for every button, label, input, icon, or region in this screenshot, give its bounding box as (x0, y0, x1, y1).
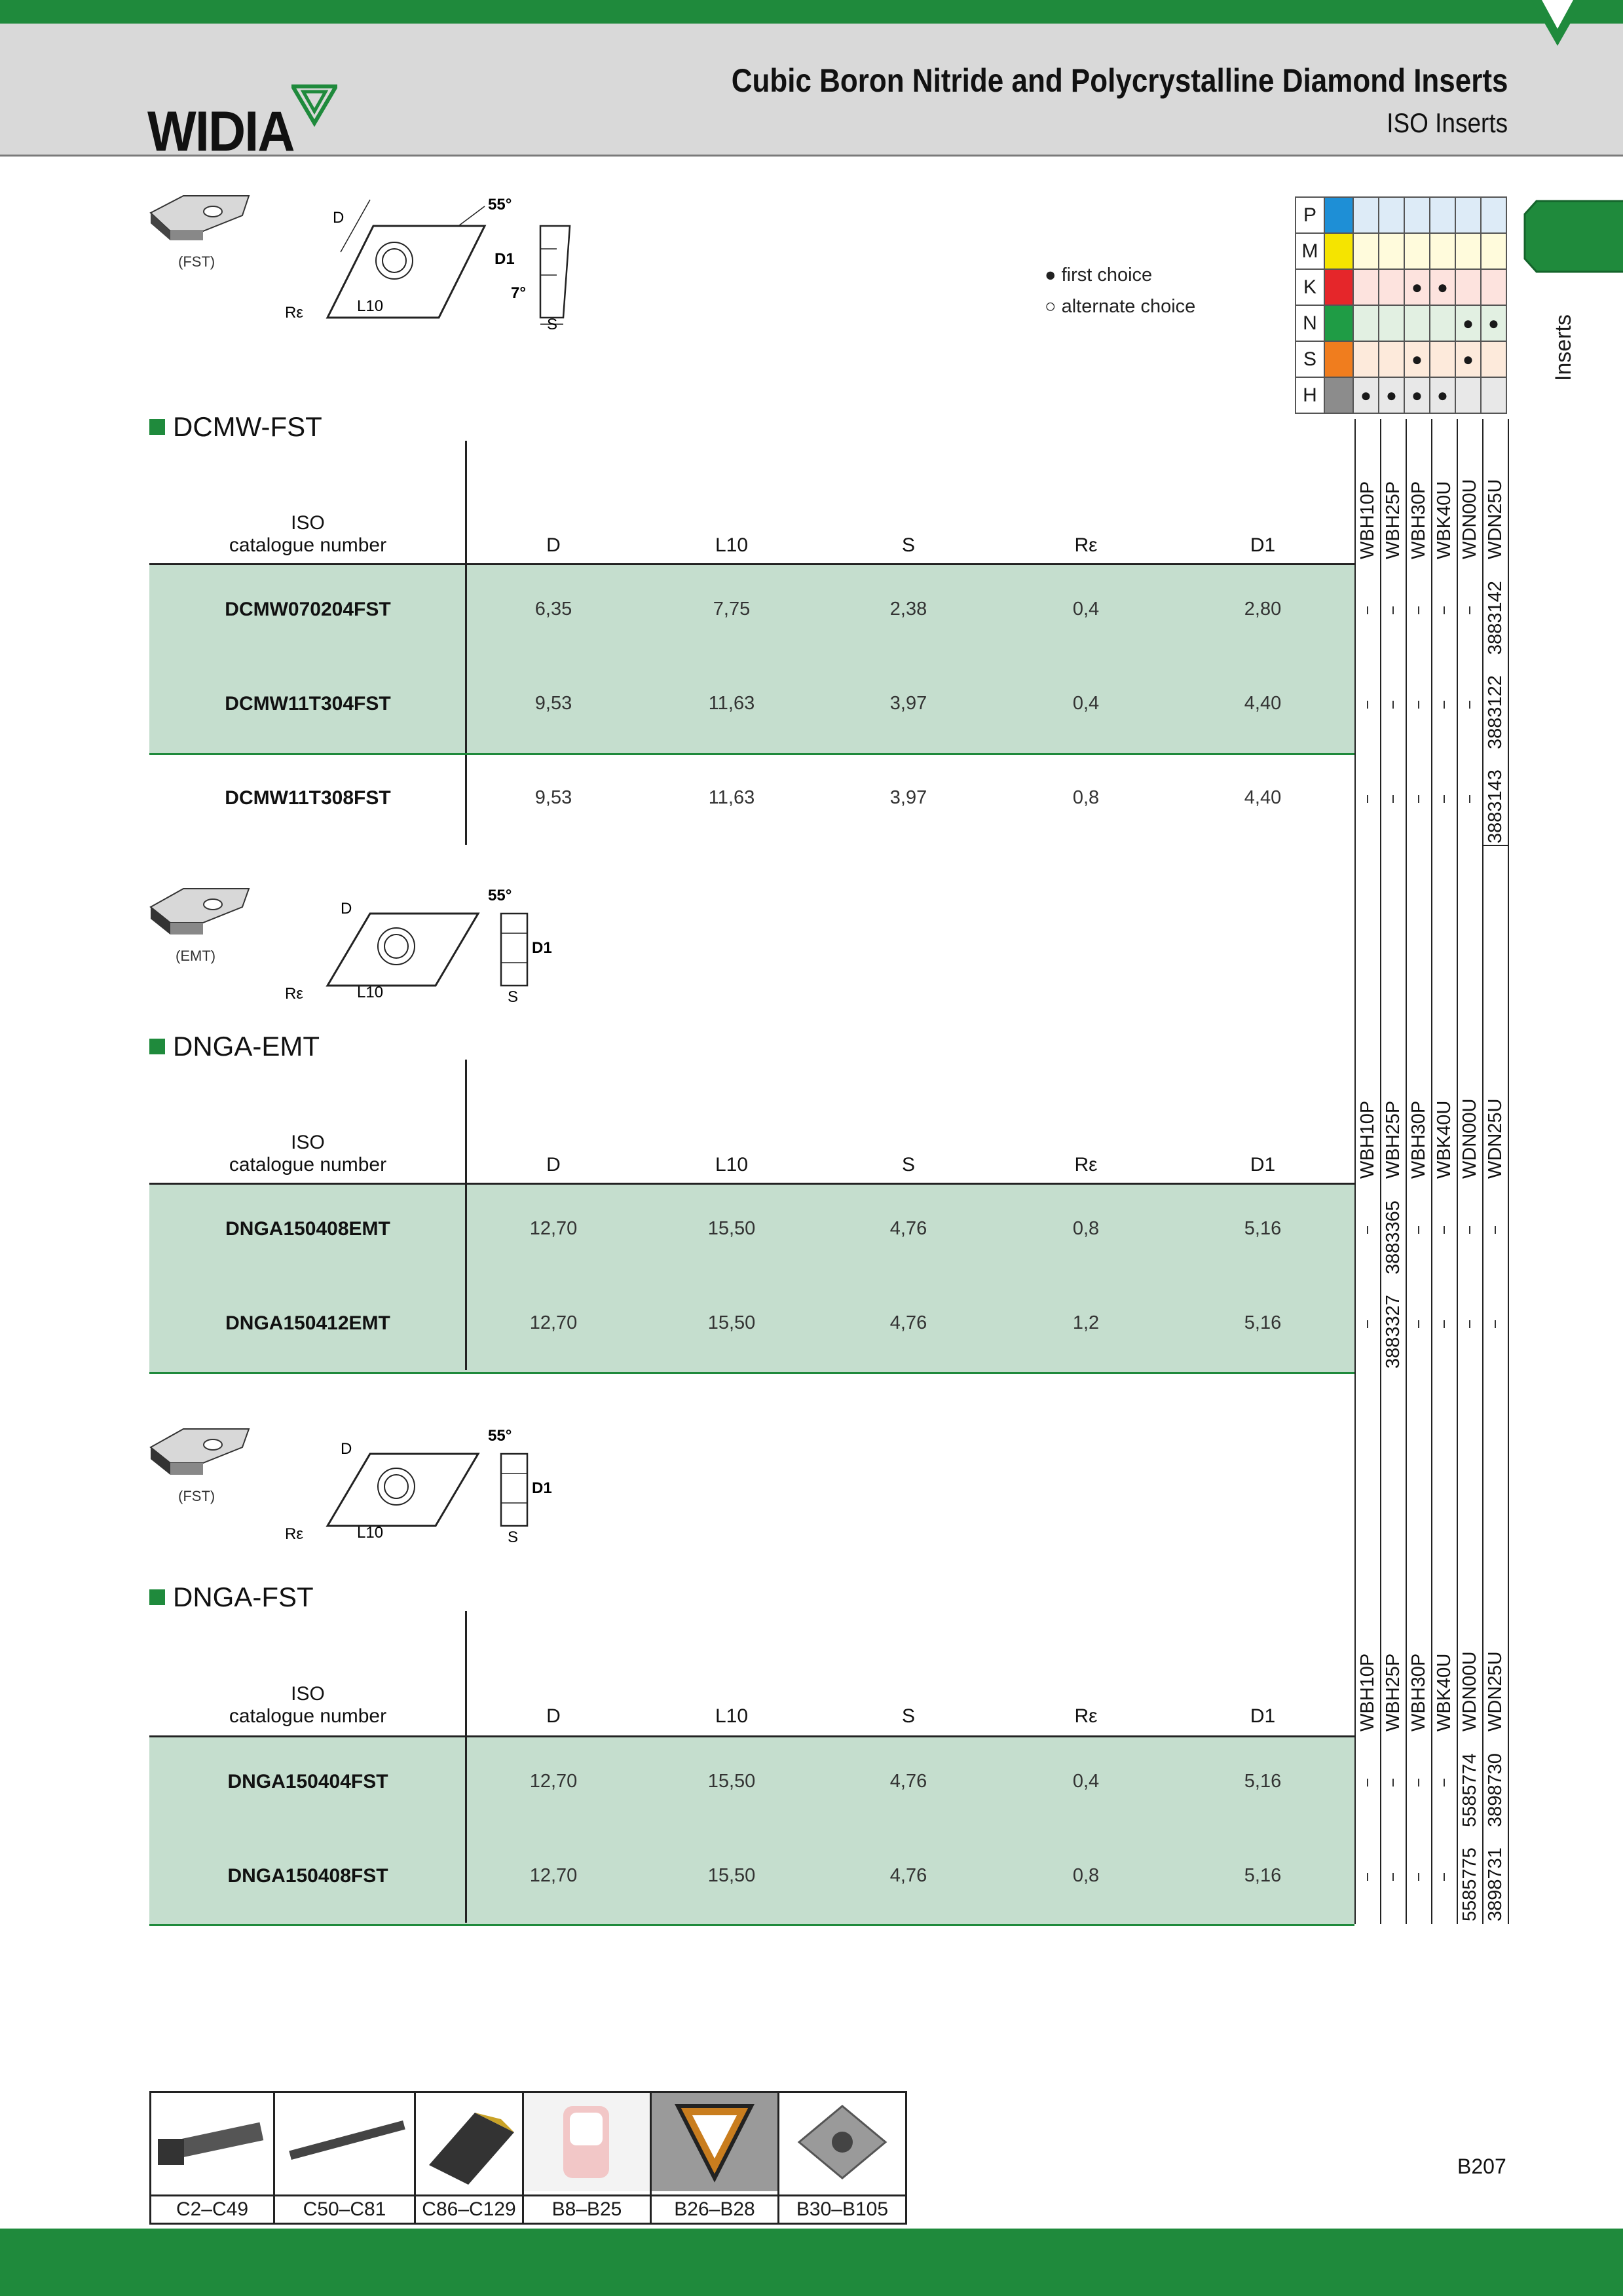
page-number: B207 (1457, 2155, 1506, 2178)
page-reference[interactable]: B26–B28 (651, 2196, 779, 2224)
value-d1: 4,40 (1244, 787, 1282, 808)
value-re: 0,4 (1072, 599, 1100, 620)
suitability-cell (1430, 305, 1455, 341)
suitability-cell (1353, 269, 1379, 305)
suitability-cell (1379, 269, 1404, 305)
suitability-cell: ● (1379, 377, 1404, 413)
grade-column-line (1380, 1060, 1381, 1372)
svg-text:(FST): (FST) (178, 1488, 215, 1504)
not-available-mark (1392, 606, 1394, 614)
suitability-cell (1430, 197, 1455, 233)
value-d1: 2,80 (1244, 599, 1282, 620)
suitability-cell (1404, 305, 1430, 341)
value-l10: 15,50 (707, 1312, 756, 1333)
column-header-d1: D1 (1250, 534, 1276, 556)
suitability-cell (1481, 269, 1506, 305)
not-available-mark (1367, 606, 1368, 614)
value-d1: 5,16 (1244, 1312, 1282, 1333)
not-available-mark (1418, 701, 1419, 709)
insert-diagram-dcmw-fst (144, 187, 603, 344)
grade-column-line (1508, 1372, 1509, 1611)
thumb-boring-bar[interactable] (274, 2092, 415, 2196)
grade-column-line (1508, 846, 1509, 1060)
page-reference[interactable]: B30–B105 (779, 2196, 906, 2224)
material-letter: N (1296, 305, 1324, 341)
grade-column-line (1457, 1611, 1458, 1924)
legend-first-choice: ● first choice (1045, 265, 1153, 286)
column-header-l10: L10 (715, 1154, 749, 1176)
page-reference[interactable]: C2–C49 (151, 2196, 274, 2224)
value-s: 4,76 (889, 1312, 927, 1333)
grade-column-line (1406, 1611, 1407, 1924)
not-available-mark (1469, 795, 1470, 803)
material-color-swatch (1324, 305, 1353, 341)
page-header (0, 24, 1623, 163)
grade-column-line (1431, 1060, 1432, 1372)
grade-column-line (1380, 1372, 1381, 1611)
grade-column-line (1508, 1060, 1509, 1372)
catalogue-number: DNGA150412EMT (225, 1312, 390, 1334)
column-header-d1: D1 (1250, 1154, 1276, 1176)
material-color-swatch (1324, 233, 1353, 269)
not-available-mark (1367, 795, 1368, 803)
suitability-cell (1379, 305, 1404, 341)
suitability-cell: ● (1455, 305, 1481, 341)
suitability-cell (1481, 377, 1506, 413)
material-letter: S (1296, 341, 1324, 377)
thumb-toolholder[interactable] (151, 2092, 274, 2196)
grade-column-line (1482, 1372, 1483, 1611)
not-available-mark (1392, 1779, 1394, 1787)
grade-column-line (1354, 1611, 1356, 1924)
column-header-catalogue: catalogue number (229, 534, 387, 556)
value-l10: 7,75 (713, 599, 751, 620)
material-color-swatch (1324, 341, 1353, 377)
section-title (149, 1582, 314, 1613)
grade-column-line (1406, 846, 1407, 1060)
section-title (149, 411, 322, 443)
value-re: 0,8 (1072, 787, 1100, 808)
catalogue-number: DCMW11T304FST (225, 693, 391, 714)
page-title: Cubic Boron Nitride and Polycrystalline Diamond Inserts (731, 62, 1508, 99)
not-available-mark (1469, 1320, 1470, 1328)
value-s: 3,97 (889, 693, 927, 714)
page-subtitle: ISO Inserts (1387, 107, 1508, 138)
not-available-mark (1418, 1779, 1419, 1787)
section-title-text: DNGA-EMT (173, 1031, 320, 1062)
not-available-mark (1444, 701, 1445, 709)
material-row-s (1296, 341, 1506, 377)
value-d1: 5,16 (1244, 1771, 1282, 1792)
svg-text:D: D (341, 1440, 352, 1458)
widia-logo-text: WIDIA (147, 100, 294, 163)
svg-text:55°: 55° (488, 1427, 512, 1445)
svg-text:S: S (508, 988, 519, 1006)
not-available-mark (1418, 1226, 1419, 1234)
suitability-cell: ● (1404, 341, 1430, 377)
material-color-swatch (1324, 377, 1353, 413)
column-header-d: D (546, 1705, 561, 1727)
band-bottom-rule (149, 1924, 1354, 1926)
grade-column-line (1508, 419, 1509, 846)
svg-text:L10: L10 (357, 984, 384, 1001)
column-header-s: S (901, 1705, 915, 1727)
value-l10: 15,50 (707, 1771, 756, 1792)
suitability-cell: ● (1481, 305, 1506, 341)
suitability-cell (1353, 197, 1379, 233)
grade-column-line (1354, 1060, 1356, 1372)
suitability-cell (1430, 233, 1455, 269)
not-available-mark (1444, 1226, 1445, 1234)
suitability-cell (1353, 341, 1379, 377)
material-row-p (1296, 197, 1506, 233)
not-available-mark (1444, 1779, 1445, 1787)
value-re: 1,2 (1072, 1312, 1100, 1333)
grade-column-line (1482, 846, 1483, 1060)
not-available-mark (1392, 701, 1394, 709)
material-row-k (1296, 269, 1506, 305)
value-d: 9,53 (534, 693, 572, 714)
section-bullet (149, 1589, 165, 1605)
page-reference[interactable]: C86–C129 (415, 2196, 523, 2224)
column-header-l10: L10 (715, 534, 749, 556)
not-available-mark (1367, 1320, 1368, 1328)
column-header-iso: ISO (291, 1683, 325, 1705)
svg-text:Rε: Rε (285, 985, 304, 1003)
column-header-l10: L10 (715, 1705, 749, 1727)
insert-diagram-dnga-fst (144, 1421, 603, 1552)
column-header-catalogue: catalogue number (229, 1154, 387, 1176)
material-color-swatch (1324, 269, 1353, 305)
column-header-iso: ISO (291, 1132, 325, 1153)
band-bottom-rule (149, 753, 1354, 755)
material-group-grid (1295, 196, 1507, 414)
suitability-cell (1379, 233, 1404, 269)
suitability-cell (1455, 233, 1481, 269)
material-letter: P (1296, 197, 1324, 233)
grade-column-line (1482, 1060, 1483, 1372)
grade-column-line (1482, 419, 1483, 846)
value-l10: 11,63 (708, 787, 755, 808)
material-letter: H (1296, 377, 1324, 413)
grade-column-line (1431, 1372, 1432, 1611)
value-l10: 15,50 (707, 1865, 756, 1886)
suitability-cell (1379, 197, 1404, 233)
grade-column-line (1457, 846, 1458, 1060)
grade-grid-bottom (1482, 845, 1509, 846)
value-re: 0,8 (1072, 1865, 1100, 1886)
grade-column-line (1482, 1611, 1483, 1924)
column-header-d: D (546, 534, 561, 556)
svg-text:(EMT): (EMT) (176, 948, 216, 964)
suitability-cell: ● (1404, 377, 1430, 413)
not-available-mark (1495, 1226, 1496, 1234)
related-pages-strip (149, 2091, 907, 2225)
bottom-color-bar (0, 2229, 1623, 2296)
not-available-mark (1469, 1226, 1470, 1234)
thumb-chart[interactable] (523, 2092, 651, 2196)
grade-column-line (1354, 846, 1356, 1060)
value-d1: 4,40 (1244, 693, 1282, 714)
suitability-cell (1481, 233, 1506, 269)
not-available-mark (1418, 1873, 1419, 1881)
section-title-text: DNGA-FST (173, 1582, 314, 1612)
grade-column-line (1380, 419, 1381, 846)
material-color-swatch (1324, 197, 1353, 233)
catalogue-number: DNGA150404FST (227, 1771, 388, 1792)
top-color-bar (0, 0, 1623, 24)
column-header-s: S (901, 534, 915, 556)
grade-column-line (1457, 1372, 1458, 1611)
section-title-text: DCMW-FST (173, 411, 322, 442)
suitability-cell (1430, 341, 1455, 377)
not-available-mark (1418, 1320, 1419, 1328)
insert-diagram-dnga-emt (144, 881, 603, 1012)
not-available-mark (1367, 1226, 1368, 1234)
not-available-mark (1444, 1320, 1445, 1328)
suitability-cell (1455, 197, 1481, 233)
suitability-cell (1404, 197, 1430, 233)
not-available-mark (1418, 606, 1419, 614)
suitability-cell: ● (1455, 341, 1481, 377)
grade-column-line (1406, 419, 1407, 846)
grade-column-line (1406, 1060, 1407, 1372)
page-reference[interactable]: C50–C81 (274, 2196, 415, 2224)
section-title (149, 1031, 320, 1062)
value-re: 0,4 (1072, 693, 1100, 714)
grade-column-line (1354, 1372, 1356, 1611)
catalogue-number: DCMW070204FST (225, 599, 391, 620)
legend-alternate-choice: ○ alternate choice (1045, 296, 1196, 317)
svg-text:D1: D1 (494, 250, 515, 268)
thumb-square-insert[interactable] (779, 2092, 906, 2196)
svg-text:Rε: Rε (285, 1525, 304, 1543)
material-letter: M (1296, 233, 1324, 269)
value-l10: 15,50 (707, 1218, 756, 1239)
suitability-cell (1455, 269, 1481, 305)
value-s: 4,76 (889, 1865, 927, 1886)
grade-column-line (1431, 846, 1432, 1060)
value-d: 12,70 (529, 1218, 578, 1239)
not-available-mark (1367, 1873, 1368, 1881)
suitability-cell (1379, 341, 1404, 377)
section-bullet (149, 419, 165, 435)
grade-column-line (1354, 419, 1356, 846)
suitability-cell (1404, 233, 1430, 269)
catalogue-number: DCMW11T308FST (225, 787, 391, 809)
svg-text:D1: D1 (532, 939, 552, 957)
not-available-mark (1392, 795, 1394, 803)
svg-text:L10: L10 (357, 1524, 384, 1542)
svg-text:S: S (508, 1528, 519, 1546)
svg-text:55°: 55° (488, 887, 512, 904)
value-s: 4,76 (889, 1771, 927, 1792)
row-highlight-band (149, 565, 1354, 753)
not-available-mark (1444, 795, 1445, 803)
suitability-cell (1481, 341, 1506, 377)
value-d: 12,70 (529, 1312, 578, 1333)
row-highlight-band (149, 1737, 1354, 1924)
grade-column-line (1380, 846, 1381, 1060)
material-row-n (1296, 305, 1506, 341)
value-d: 6,35 (534, 599, 572, 620)
catalogue-number: DNGA150408FST (227, 1865, 388, 1887)
not-available-mark (1418, 795, 1419, 803)
suitability-cell: ● (1404, 269, 1430, 305)
value-d1: 5,16 (1244, 1218, 1282, 1239)
value-d: 12,70 (529, 1771, 578, 1792)
grade-column-line (1380, 1611, 1381, 1924)
thumb-triangle-insert[interactable] (651, 2092, 779, 2196)
svg-text:L10: L10 (357, 297, 384, 315)
not-available-mark (1444, 606, 1445, 614)
not-available-mark (1367, 1779, 1368, 1787)
svg-text:S: S (547, 316, 558, 333)
value-d: 12,70 (529, 1865, 578, 1886)
suitability-cell: ● (1430, 377, 1455, 413)
not-available-mark (1392, 1873, 1394, 1881)
widia-logo-icon (291, 84, 337, 130)
value-s: 4,76 (889, 1218, 927, 1239)
grade-column-line (1431, 419, 1432, 846)
column-header-iso: ISO (291, 512, 325, 534)
suitability-cell (1353, 305, 1379, 341)
fst-label: (FST) (178, 253, 215, 270)
column-header-d: D (546, 1154, 561, 1176)
header-rule (149, 1735, 1354, 1737)
thumb-cartridge[interactable] (415, 2092, 523, 2196)
material-row-h (1296, 377, 1506, 413)
value-l10: 11,63 (708, 693, 755, 714)
svg-text:D: D (341, 900, 352, 917)
suitability-cell: ● (1430, 269, 1455, 305)
grade-column-line (1431, 1611, 1432, 1924)
grade-column-line (1406, 1372, 1407, 1611)
not-available-mark (1495, 1320, 1496, 1328)
suitability-cell (1481, 197, 1506, 233)
value-d1: 5,16 (1244, 1865, 1282, 1886)
svg-text:Rε: Rε (285, 304, 304, 322)
svg-text:D: D (333, 209, 345, 227)
suitability-cell: ● (1353, 377, 1379, 413)
svg-text:D1: D1 (532, 1479, 552, 1497)
value-s: 2,38 (889, 599, 927, 620)
not-available-mark (1469, 606, 1470, 614)
grade-column-line (1508, 1611, 1509, 1924)
row-highlight-band (149, 1184, 1354, 1372)
not-available-mark (1469, 701, 1470, 709)
header-rule (149, 1183, 1354, 1185)
catalogue-number: DNGA150408EMT (225, 1218, 390, 1240)
side-tab-marker (1523, 200, 1623, 273)
svg-text:55°: 55° (488, 196, 512, 213)
column-header-s: S (901, 1154, 915, 1176)
suitability-cell (1353, 233, 1379, 269)
side-tab-label: Inserts (1551, 314, 1576, 382)
grade-column-line (1457, 419, 1458, 846)
page-reference[interactable]: B8–B25 (523, 2196, 651, 2224)
name-column-divider (465, 441, 467, 845)
value-re: 0,8 (1072, 1218, 1100, 1239)
material-letter: K (1296, 269, 1324, 305)
value-re: 0,4 (1072, 1771, 1100, 1792)
value-d: 9,53 (534, 787, 572, 808)
material-row-m (1296, 233, 1506, 269)
not-available-mark (1367, 701, 1368, 709)
not-available-mark (1444, 1873, 1445, 1881)
column-header-d1: D1 (1250, 1705, 1276, 1727)
band-bottom-rule (149, 1372, 1354, 1374)
svg-text:7°: 7° (511, 284, 526, 302)
grade-column-line (1457, 1060, 1458, 1372)
column-header-re: Rε (1074, 1705, 1098, 1727)
header-rule (149, 563, 1354, 565)
value-s: 3,97 (889, 787, 927, 808)
section-bullet (149, 1039, 165, 1054)
column-header-catalogue: catalogue number (229, 1705, 387, 1727)
column-header-re: Rε (1074, 534, 1098, 556)
column-header-re: Rε (1074, 1154, 1098, 1176)
suitability-cell (1455, 377, 1481, 413)
